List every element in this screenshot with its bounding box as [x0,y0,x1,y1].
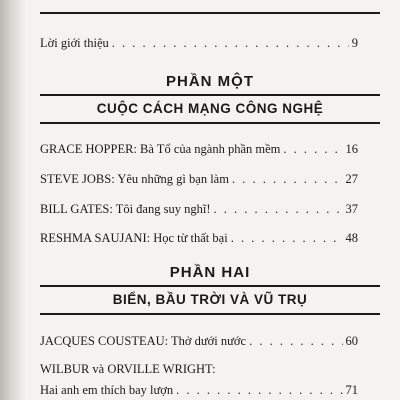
toc-entry-intro [40,36,358,51]
toc-entry-page: 71 [345,383,358,397]
part-two-label: PHẦN HAI [169,264,251,281]
toc-entry-page: 9 [351,36,358,50]
toc-entry-label: STEVE JOBS: Yêu những gì bạn làm [40,172,229,186]
toc-entry [40,334,358,349]
part-one-section-title: CUỘC CÁCH MẠNG CÔNG NGHỆ [96,101,324,116]
toc-entry [40,142,358,157]
toc-entry-label-line1: WILBUR và ORVILLE WRIGHT: [40,362,216,376]
part-one-label: PHẦN MỘT [166,73,254,90]
leader-dots [176,383,342,398]
toc-entry-page: 16 [345,142,358,156]
toc-entry-label: JACQUES COUSTEAU: Thở dưới nước [40,334,247,348]
toc-entry [40,231,358,246]
toc-entry-page: 37 [345,202,358,216]
toc-entry [40,202,358,217]
part-two-section-title: BIỂN, BẦU TRỜI VÀ VŨ TRỤ [112,292,308,307]
leader-dots [231,231,343,246]
section-rule-bottom [40,122,380,124]
leader-dots [249,334,342,349]
toc-entry-label: RESHMA SAUJANI: Học từ thất bại [40,231,228,245]
toc-entry-page: 27 [345,172,358,186]
toc-entry-label: Lời giới thiệu [40,36,109,50]
toc-entry-page: 48 [345,231,358,245]
section-rule-top [40,285,380,287]
page-edge-shadow [0,0,26,400]
toc-entry-page: 60 [345,334,358,348]
leader-dots [232,172,343,187]
toc-entry-label: GRACE HOPPER: Bà Tổ của ngành phần mềm [40,142,281,156]
leader-dots [213,202,342,217]
toc-entry-label: BILL GATES: Tôi đang suy nghĩ! [40,202,211,216]
toc-entry-label: Hai anh em thích bay lượn [40,383,174,397]
section-rule-bottom [40,313,380,315]
leader-dots [112,36,349,51]
leader-dots [283,142,342,157]
top-rule [40,12,380,14]
section-rule-top [40,94,380,96]
toc-entry [40,172,358,187]
toc-entry [40,383,358,398]
